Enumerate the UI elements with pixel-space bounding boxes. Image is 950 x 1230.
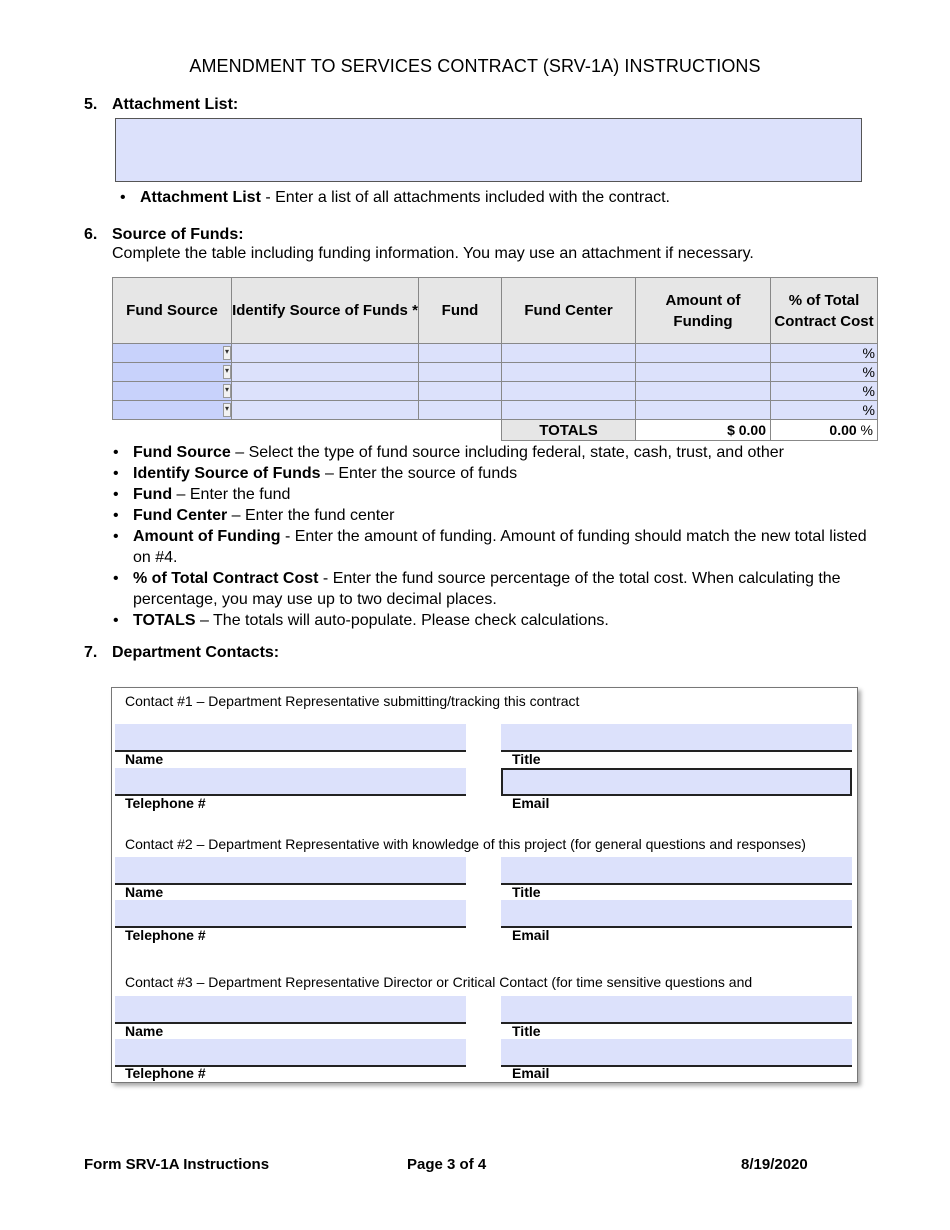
percent-input[interactable]: % [771,401,878,420]
contact-2-email-input[interactable] [501,900,852,928]
list-item: • Amount of Funding - Enter the amount of funding. Amount of funding should match the new total listed on #4. [113,526,883,568]
table-row [113,382,878,401]
identify-source-input[interactable] [232,401,419,420]
contact-3-telephone-input[interactable] [115,1039,466,1067]
fund-center-input[interactable] [502,344,636,363]
contact-1-email-label: Email [512,795,550,811]
fund-source-select[interactable] [113,344,232,363]
contact-3-email-label: Email [512,1065,550,1081]
contact-1-title-input[interactable] [501,724,852,752]
contact-2-email-label: Email [512,927,550,943]
col-fund: Fund [419,278,502,344]
contact-3-telephone-label: Telephone # [125,1065,206,1081]
contact-3-email-input[interactable] [501,1039,852,1067]
contact-1-heading: Contact #1 – Department Representative submitting/tracking this contract [125,693,580,709]
totals-row [113,420,878,441]
contact-2-telephone-label: Telephone # [125,927,206,943]
section-5-number: 5. [84,96,98,113]
contact-1-email-input[interactable] [501,768,852,796]
totals-amount: $ 0.00 [636,420,771,441]
table-row [113,363,878,382]
amount-input[interactable] [636,382,771,401]
section-6-heading: Source of Funds: [112,226,244,243]
col-fund-center: Fund Center [502,278,636,344]
footer-page-number: Page 3 of 4 [407,1156,487,1173]
fund-input[interactable] [419,344,502,363]
dropdown-arrow-icon[interactable]: ▾ [223,346,231,360]
footer-form-name: Form SRV-1A Instructions [84,1156,270,1173]
contact-2-title-input[interactable] [501,857,852,885]
page-title: AMENDMENT TO SERVICES CONTRACT (SRV-1A) INSTRUCTIONS [189,56,761,76]
fund-center-input[interactable] [502,401,636,420]
col-amount: Amount of Funding [636,278,771,344]
list-item: • Identify Source of Funds – Enter the source of funds [113,463,883,484]
dropdown-arrow-icon[interactable]: ▾ [223,384,231,398]
fund-input[interactable] [419,401,502,420]
table-row [113,401,878,420]
fund-center-input[interactable] [502,382,636,401]
amount-input[interactable] [636,344,771,363]
list-item: • Fund Center – Enter the fund center [113,505,883,526]
identify-source-input[interactable] [232,363,419,382]
department-contacts-panel [111,687,858,1083]
amount-input[interactable] [636,363,771,382]
contact-1-telephone-input[interactable] [115,768,466,796]
fund-input[interactable] [419,382,502,401]
amount-input[interactable] [636,401,771,420]
fund-input[interactable] [419,363,502,382]
contact-2-name-input[interactable] [115,857,466,885]
list-item: • TOTALS – The totals will auto-populate. Please check calculations. [113,610,883,631]
totals-label: TOTALS [502,420,636,441]
fund-source-select[interactable] [113,363,232,382]
contact-2-heading: Contact #2 – Department Representative with knowledge of this project (for general questions and responses) [125,836,806,852]
contact-3-title-label: Title [512,1023,541,1039]
fund-source-select[interactable] [113,401,232,420]
identify-source-input[interactable] [232,344,419,363]
section-6-number: 6. [84,226,98,243]
section-6-bullets [113,442,883,631]
fund-center-input[interactable] [502,363,636,382]
contact-1-telephone-label: Telephone # [125,795,206,811]
contact-3-name-input[interactable] [115,996,466,1024]
percent-input[interactable]: % [771,363,878,382]
contact-2-telephone-input[interactable] [115,900,466,928]
col-percent: % of Total Contract Cost [771,278,878,344]
totals-percent: 0.00 % [771,420,878,441]
dropdown-arrow-icon[interactable]: ▾ [223,403,231,417]
percent-input[interactable]: % [771,382,878,401]
col-fund-source: Fund Source [113,278,232,344]
list-item: • Fund – Enter the fund [113,484,883,505]
section-7-number: 7. [84,644,98,661]
col-identify-source: Identify Source of Funds * [232,278,419,344]
percent-input[interactable]: % [771,344,878,363]
contact-3-heading: Contact #3 – Department Representative Director or Critical Contact (for time sensitive questions and [125,974,753,990]
contact-3-title-input[interactable] [501,996,852,1024]
contact-1-title-label: Title [512,751,541,767]
section-7-heading: Department Contacts: [112,644,280,661]
funds-table [112,277,878,441]
list-item: • Attachment List - Enter a list of all attachments included with the contract. [120,187,880,208]
section-5-heading: Attachment List: [112,96,239,113]
contact-1-name-input[interactable] [115,724,466,752]
contact-1-name-label: Name [125,751,164,767]
contact-3-name-label: Name [125,1023,164,1039]
dropdown-arrow-icon[interactable]: ▾ [223,365,231,379]
section-6-intro: Complete the table including funding information. You may use an attachment if necessary. [112,245,754,262]
fund-source-select[interactable] [113,382,232,401]
table-header-row [113,278,878,344]
contact-2-title-label: Title [512,884,541,900]
section-5-bullets [120,187,880,208]
contact-2-name-label: Name [125,884,164,900]
list-item: • Fund Source – Select the type of fund source including federal, state, cash, trust, and other [113,442,883,463]
attachment-list-field[interactable] [115,118,862,182]
table-row [113,344,878,363]
identify-source-input[interactable] [232,382,419,401]
list-item: • % of Total Contract Cost - Enter the fund source percentage of the total cost. When calculating the percentage, you may use up to two decimal places. [113,568,883,610]
footer-date: 8/19/2020 [741,1156,808,1173]
